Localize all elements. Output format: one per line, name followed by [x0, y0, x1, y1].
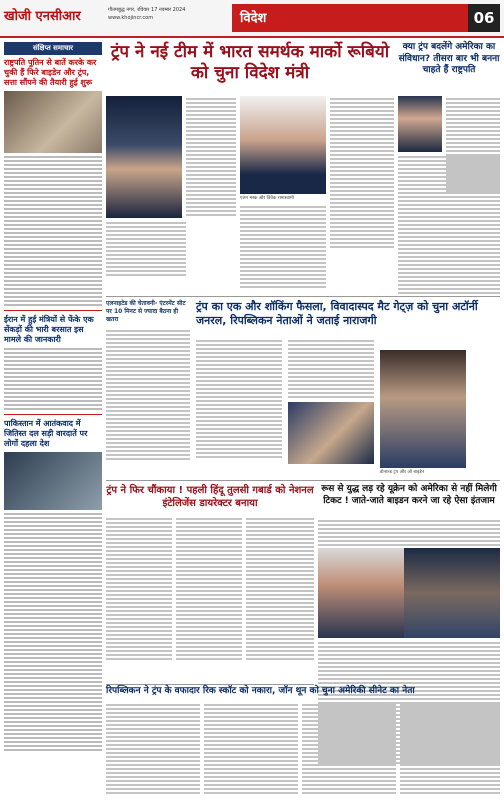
brief-news-label: संक्षिप्त समाचार: [4, 42, 102, 55]
left-text-3: [4, 513, 102, 751]
left-text-1: [4, 156, 102, 306]
brand-name: खोजी एनसीआर: [4, 9, 81, 24]
story3-text-3: [246, 518, 314, 662]
left-column: [4, 42, 102, 800]
story5-headline: रिपब्लिकन ने ट्रंप के वफादार रिक स्कॉट को नकारा, जॉन थून को चुना अमेरिकी सीनेट का नेता: [106, 686, 415, 696]
page-number: 06: [468, 4, 500, 32]
left-text-2: [4, 348, 102, 410]
edition-meta: [108, 6, 185, 22]
trump-right-photo: [398, 96, 442, 152]
edition-date: गौतमबुद्ध नगर, रविवार 17 नवम्बर 2024: [108, 7, 186, 13]
trump-biden-photo: [380, 350, 466, 468]
section-title: विदेश: [240, 11, 267, 26]
scott-photo: [404, 548, 500, 638]
trump-biden-caption: डोनाल्ड ट्रंप और जो बाइडेन: [380, 470, 425, 475]
story2-kicker-text: [106, 330, 190, 462]
story4-headline: रूस से युद्ध लड़ रहे यूक्रेन को अमेरिका से नहीं मिलेगी टिकट ! जाते-जाते बाइडन करने जा रहे ऐसा इंतजाम: [321, 484, 497, 506]
lead-text-col-1: [186, 98, 236, 218]
masthead: [0, 0, 504, 38]
lead-text-col-3: [330, 98, 394, 250]
left-headline-3: पाकिस्तान में आतंकवाद में जितिस्त दल सड़ी वारदातें पर लोगों दहला देश: [4, 419, 88, 448]
lead-text-col-1b: [106, 222, 186, 278]
story5-text-1: [106, 704, 200, 796]
story3-text-1: [106, 518, 172, 662]
story2-text-2: [288, 340, 374, 400]
thune-photo: [318, 548, 404, 638]
story5-text-2: [204, 704, 298, 796]
right-question-box: [398, 42, 500, 77]
story3-headline: ट्रंप ने फिर चौंकाया ! पहली हिंदू तुलसी गबार्ड को नेशनल इंटेलिजेंस डायरेक्टर बनाया: [106, 485, 314, 509]
photo-caption: एलन मस्क और विवेक रामास्वामी: [240, 196, 294, 201]
story3-text-2: [176, 518, 242, 662]
rubio-photo: [106, 96, 182, 218]
story5-text-3: [302, 704, 396, 796]
section-band: [232, 4, 468, 32]
left-photo-1: [4, 91, 102, 153]
edition-site: www.khojincr.com: [108, 15, 154, 21]
story2-kicker: एलनाइटेड की चेतावनी- एंटरमेंट सीट पर 10 मिनट से ज्यादा बैठना ही खतरा: [106, 300, 186, 324]
right-question-headline: क्या ट्रंप बदलेंगे अमेरिका का संविधान? तीसरा बार भी बनना चाहते हैं राष्ट्रपति: [398, 42, 500, 76]
lead-headline: ट्रंप ने नई टीम में भारत समर्थक मार्को रूबियो को चुना विदेश मंत्री: [110, 42, 390, 84]
left-photo-2: [4, 452, 102, 510]
lead-story: [106, 42, 394, 85]
story5-text-4: [400, 704, 500, 796]
left-headline-2: ईरान में हुई मंत्रियों से फेंके एक सेंकड़ों की भारी बरसात इस मामले की जानकारी: [4, 315, 94, 344]
gaetz-photo: [288, 402, 374, 464]
right-text-2: [398, 156, 500, 296]
story2-headline: ट्रंप का एक और शॉकिंग फैसला, विवादास्पद मैट गेट्ज़ को चुना अटॉर्नी जनरल, रिपब्लिकन नेताओं ने जताई नाराजगी: [196, 300, 478, 328]
musk-ramaswamy-photo: [240, 96, 326, 194]
lead-text-col-2b: [240, 206, 326, 290]
story2-text-1: [196, 340, 282, 460]
left-headline-1: राष्ट्रपति पुतिन से बातें करके कर चुकी हैं फिरे बाइडेन और ट्रंप, सत्ता सौंपने की तैयारी हुई शुरू: [4, 58, 97, 87]
